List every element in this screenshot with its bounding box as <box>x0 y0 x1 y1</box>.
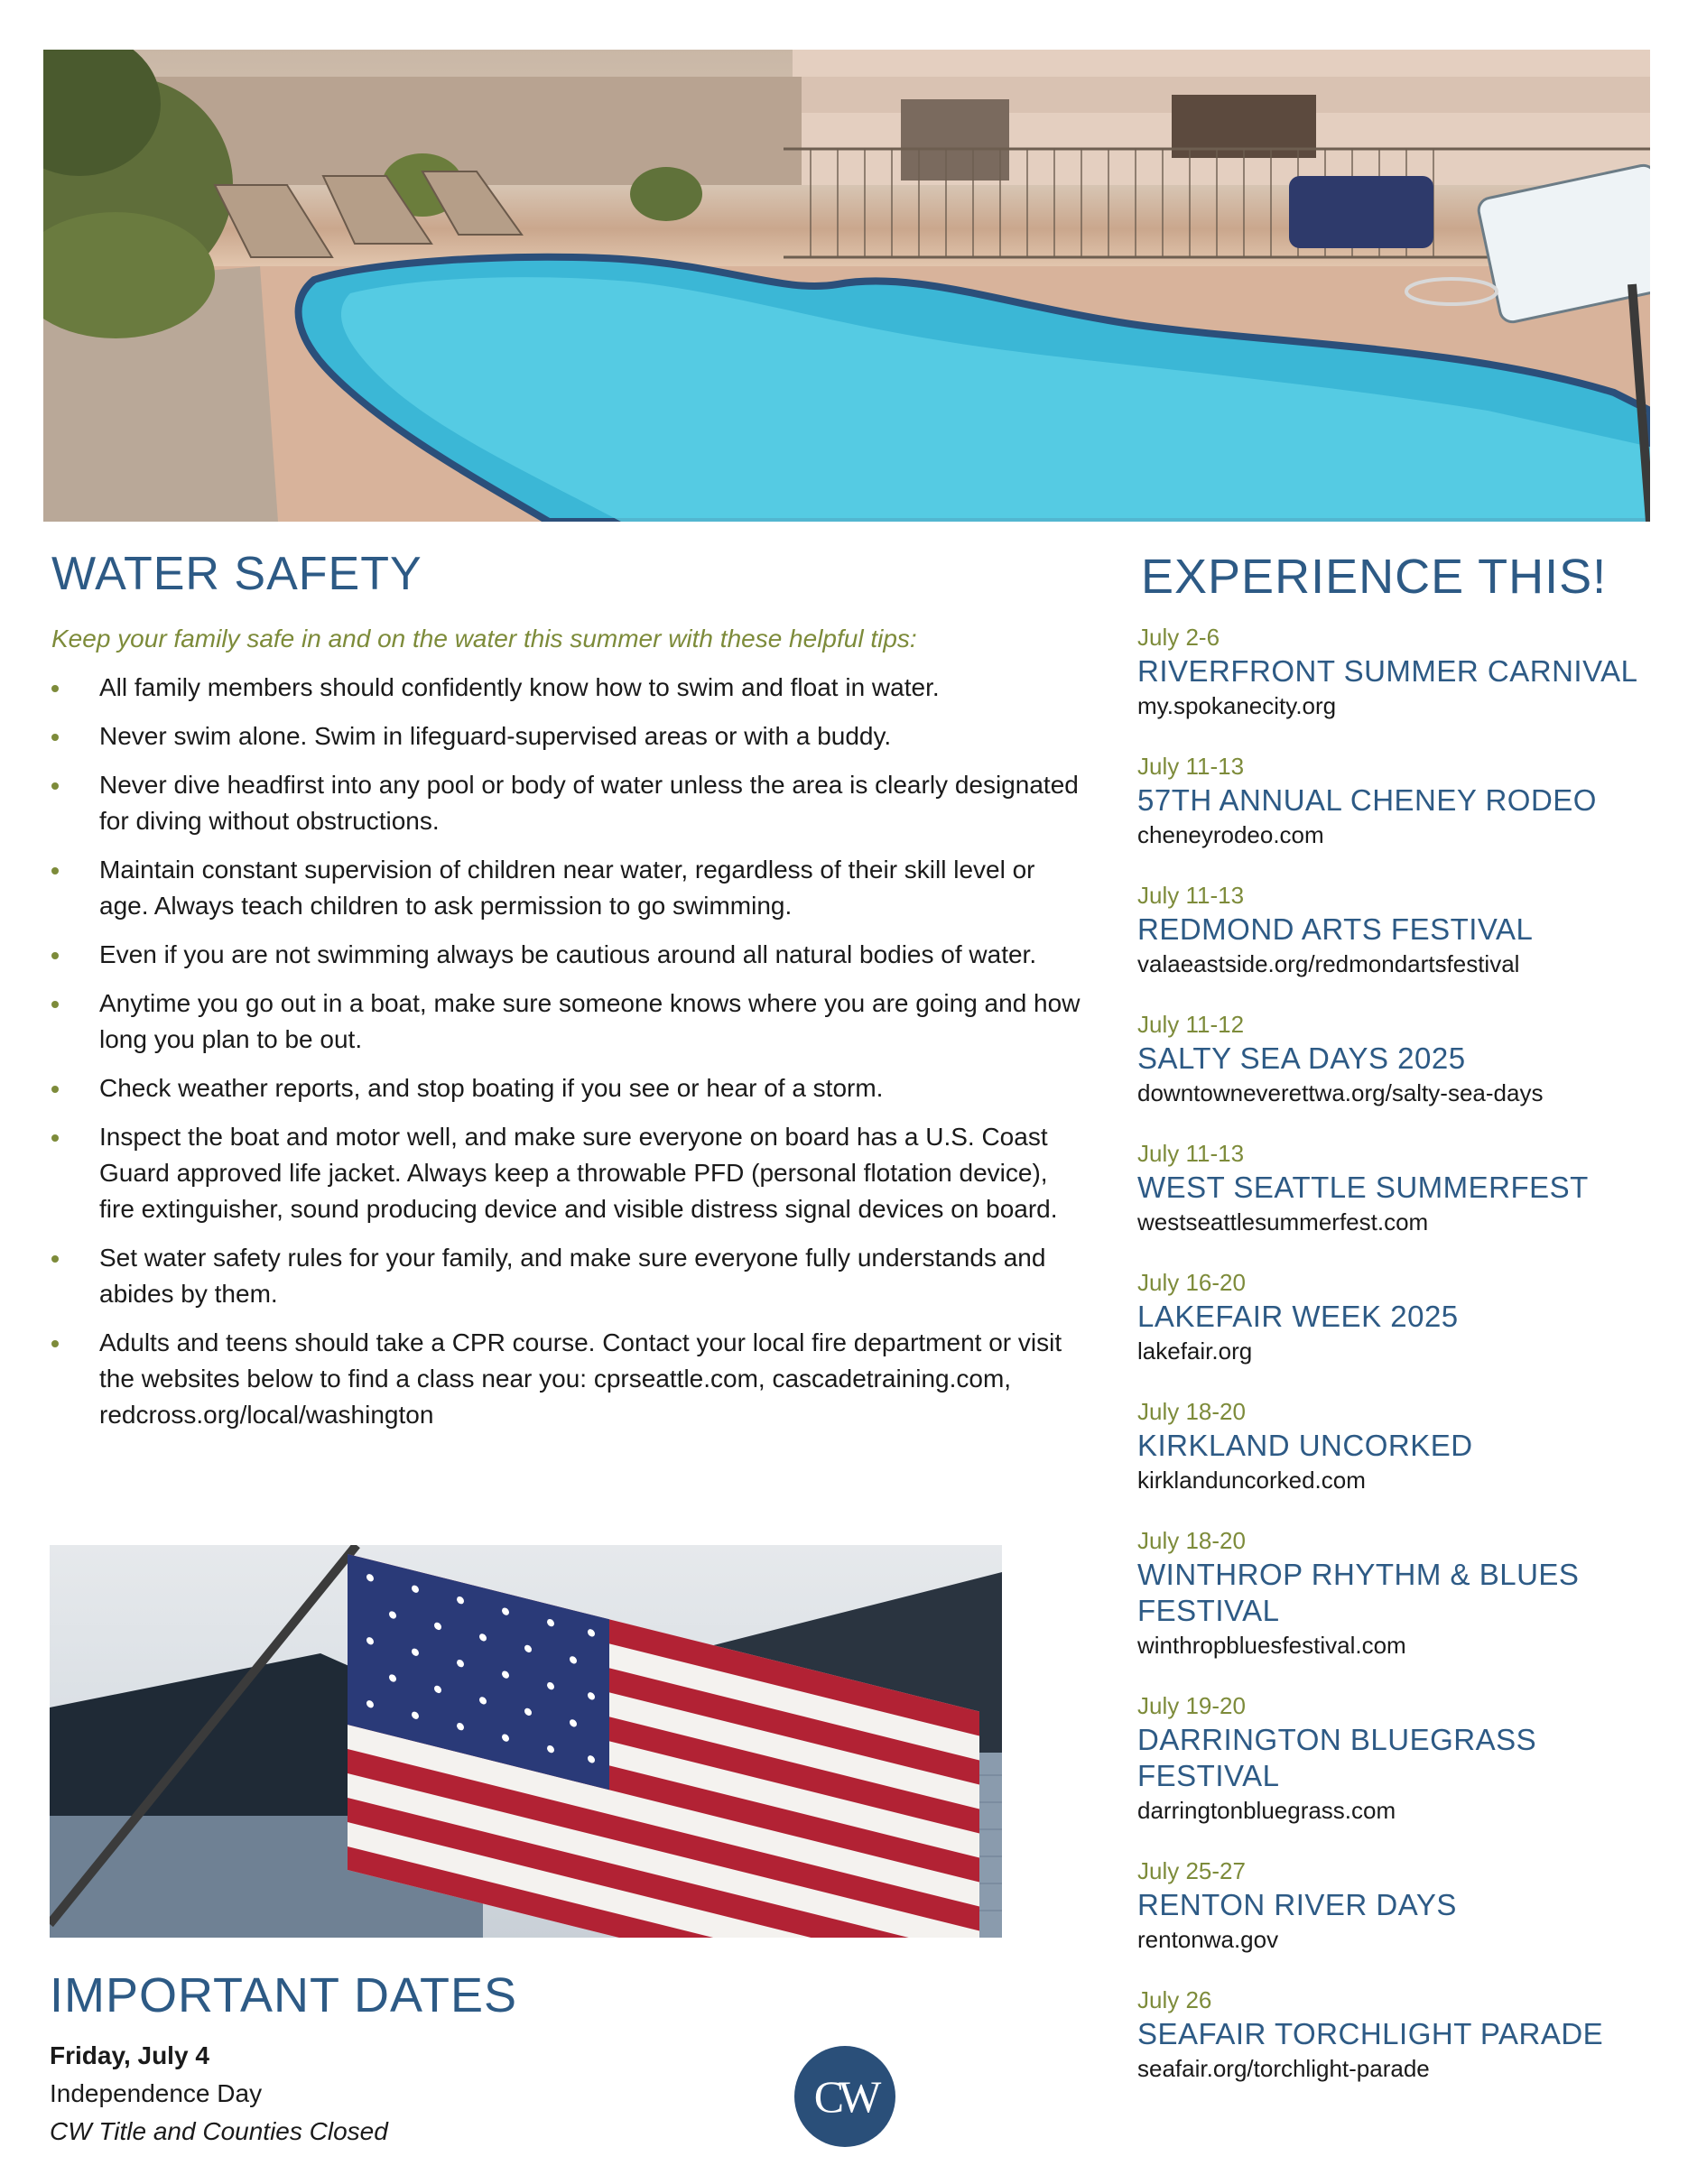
event-name: REDMOND ARTS FESTIVAL <box>1137 912 1534 946</box>
water-safety-intro: Keep your family safe in and on the water this summer with these helpful tips: <box>51 625 917 652</box>
tip-text: Never dive headfirst into any pool or body of water unless the area is clearly designated for diving without obstructions. <box>99 771 1079 835</box>
holiday-name: Independence Day <box>50 2079 263 2107</box>
event-name: SALTY SEA DAYS 2025 <box>1137 1041 1466 1075</box>
tip-text: Check weather reports, and stop boating if you see or hear of a storm. <box>99 1074 884 1102</box>
tip-item <box>51 1240 1081 1312</box>
event-link[interactable]: darringtonbluegrass.com <box>1137 1797 1396 1824</box>
event-name: DARRINGTON BLUEGRASS FESTIVAL <box>1137 1723 1537 1792</box>
event-item <box>1137 1266 1643 1367</box>
tip-item <box>51 1119 1081 1227</box>
event-name: LAKEFAIR WEEK 2025 <box>1137 1300 1459 1333</box>
american-flag-photo <box>50 1545 1002 1938</box>
event-item <box>1137 1855 1643 1956</box>
tip-item <box>51 1070 1081 1106</box>
event-item <box>1137 621 1643 722</box>
bullet-icon <box>51 1255 59 1263</box>
tip-item <box>51 670 1081 706</box>
tip-item <box>51 1325 1081 1433</box>
event-link[interactable]: seafair.org/torchlight-parade <box>1137 2055 1430 2082</box>
event-link[interactable]: winthropbluesfestival.com <box>1137 1632 1406 1659</box>
event-date: July 26 <box>1137 1986 1212 2013</box>
event-link[interactable]: rentonwa.gov <box>1137 1926 1279 1953</box>
event-name: RENTON RIVER DAYS <box>1137 1888 1457 1921</box>
event-link[interactable]: lakefair.org <box>1137 1337 1253 1365</box>
event-date: July 19-20 <box>1137 1692 1246 1719</box>
event-link[interactable]: westseattlesummerfest.com <box>1137 1208 1429 1235</box>
event-name: WINTHROP RHYTHM & BLUES FESTIVAL <box>1137 1558 1580 1627</box>
closure-note: CW Title and Counties Closed <box>50 2117 388 2145</box>
bullet-icon <box>51 1340 59 1347</box>
event-link[interactable]: cheneyrodeo.com <box>1137 821 1324 848</box>
tip-item <box>51 937 1081 973</box>
important-date: Friday, July 4 <box>50 2041 209 2069</box>
event-date: July 11-13 <box>1137 1140 1245 1167</box>
event-date: July 18-20 <box>1137 1398 1246 1425</box>
tip-item <box>51 767 1081 839</box>
event-item <box>1137 1524 1643 1661</box>
event-date: July 2-6 <box>1137 624 1220 651</box>
tip-text: Set water safety rules for your family, and make sure everyone fully understands and abides by them. <box>99 1244 1046 1308</box>
event-date: July 11-13 <box>1137 882 1245 909</box>
water-safety-title: WATER SAFETY <box>51 548 422 600</box>
bullet-icon <box>51 685 59 692</box>
bullet-icon <box>51 782 59 790</box>
event-item <box>1137 1137 1643 1238</box>
tip-item <box>51 718 1081 754</box>
event-link[interactable]: valaeastside.org/redmondartsfestival <box>1137 950 1520 977</box>
event-date: July 16-20 <box>1137 1269 1246 1296</box>
events-list <box>1137 621 1643 2113</box>
bullet-icon <box>51 734 59 741</box>
tip-text: All family members should confidently know how to swim and float in water. <box>99 673 940 701</box>
tip-text: Inspect the boat and motor well, and make sure everyone on board has a U.S. Coast Guard approved life jacket. Always keep a throwable PFD (personal flotation device), fire extinguisher, sound producing device and visible distress signal devices on board. <box>99 1123 1058 1223</box>
event-link[interactable]: my.spokanecity.org <box>1137 692 1337 719</box>
event-item <box>1137 1008 1643 1109</box>
pool-photo <box>43 50 1650 522</box>
tip-item <box>51 852 1081 924</box>
tip-text: Maintain constant supervision of children near water, regardless of their skill level or age. Always teach children to ask permission to go swimming. <box>99 856 1035 920</box>
event-name: WEST SEATTLE SUMMERFEST <box>1137 1171 1589 1204</box>
bullet-icon <box>51 1134 59 1142</box>
bullet-icon <box>51 1001 59 1008</box>
event-item <box>1137 1395 1643 1496</box>
event-name: KIRKLAND UNCORKED <box>1137 1429 1473 1462</box>
event-name: RIVERFRONT SUMMER CARNIVAL <box>1137 654 1638 688</box>
event-date: July 18-20 <box>1137 1527 1246 1554</box>
event-link[interactable]: kirklanduncorked.com <box>1137 1467 1366 1494</box>
event-item <box>1137 1984 1643 2085</box>
event-date: July 11-12 <box>1137 1011 1245 1038</box>
tip-text: Even if you are not swimming always be cautious around all natural bodies of water. <box>99 940 1037 968</box>
event-name: SEAFAIR TORCHLIGHT PARADE <box>1137 2017 1604 2050</box>
tip-text: Adults and teens should take a CPR course. Contact your local fire department or visit the websites below to find a class near you: cprseattle.com, cascadetraining.com, redcross.org/local/washington <box>99 1328 1062 1429</box>
event-link[interactable]: downtowneverettwa.org/salty-sea-days <box>1137 1079 1544 1106</box>
experience-title: EXPERIENCE THIS! <box>1141 550 1608 604</box>
event-item <box>1137 879 1643 980</box>
water-safety-tips-list <box>51 670 1081 1446</box>
tip-text: Anytime you go out in a boat, make sure someone knows where you are going and how long you plan to be out. <box>99 989 1081 1053</box>
tip-item <box>51 986 1081 1058</box>
event-date: July 25-27 <box>1137 1857 1246 1884</box>
important-dates-title: IMPORTANT DATES <box>50 1968 518 2022</box>
event-date: July 11-13 <box>1137 753 1245 780</box>
event-item <box>1137 750 1643 851</box>
bullet-icon <box>51 1086 59 1093</box>
cw-logo: CW <box>794 2046 895 2147</box>
tip-text: Never swim alone. Swim in lifeguard-supervised areas or with a buddy. <box>99 722 892 750</box>
event-name: 57TH ANNUAL CHENEY RODEO <box>1137 783 1597 817</box>
bullet-icon <box>51 952 59 959</box>
bullet-icon <box>51 867 59 875</box>
event-item <box>1137 1689 1643 1827</box>
